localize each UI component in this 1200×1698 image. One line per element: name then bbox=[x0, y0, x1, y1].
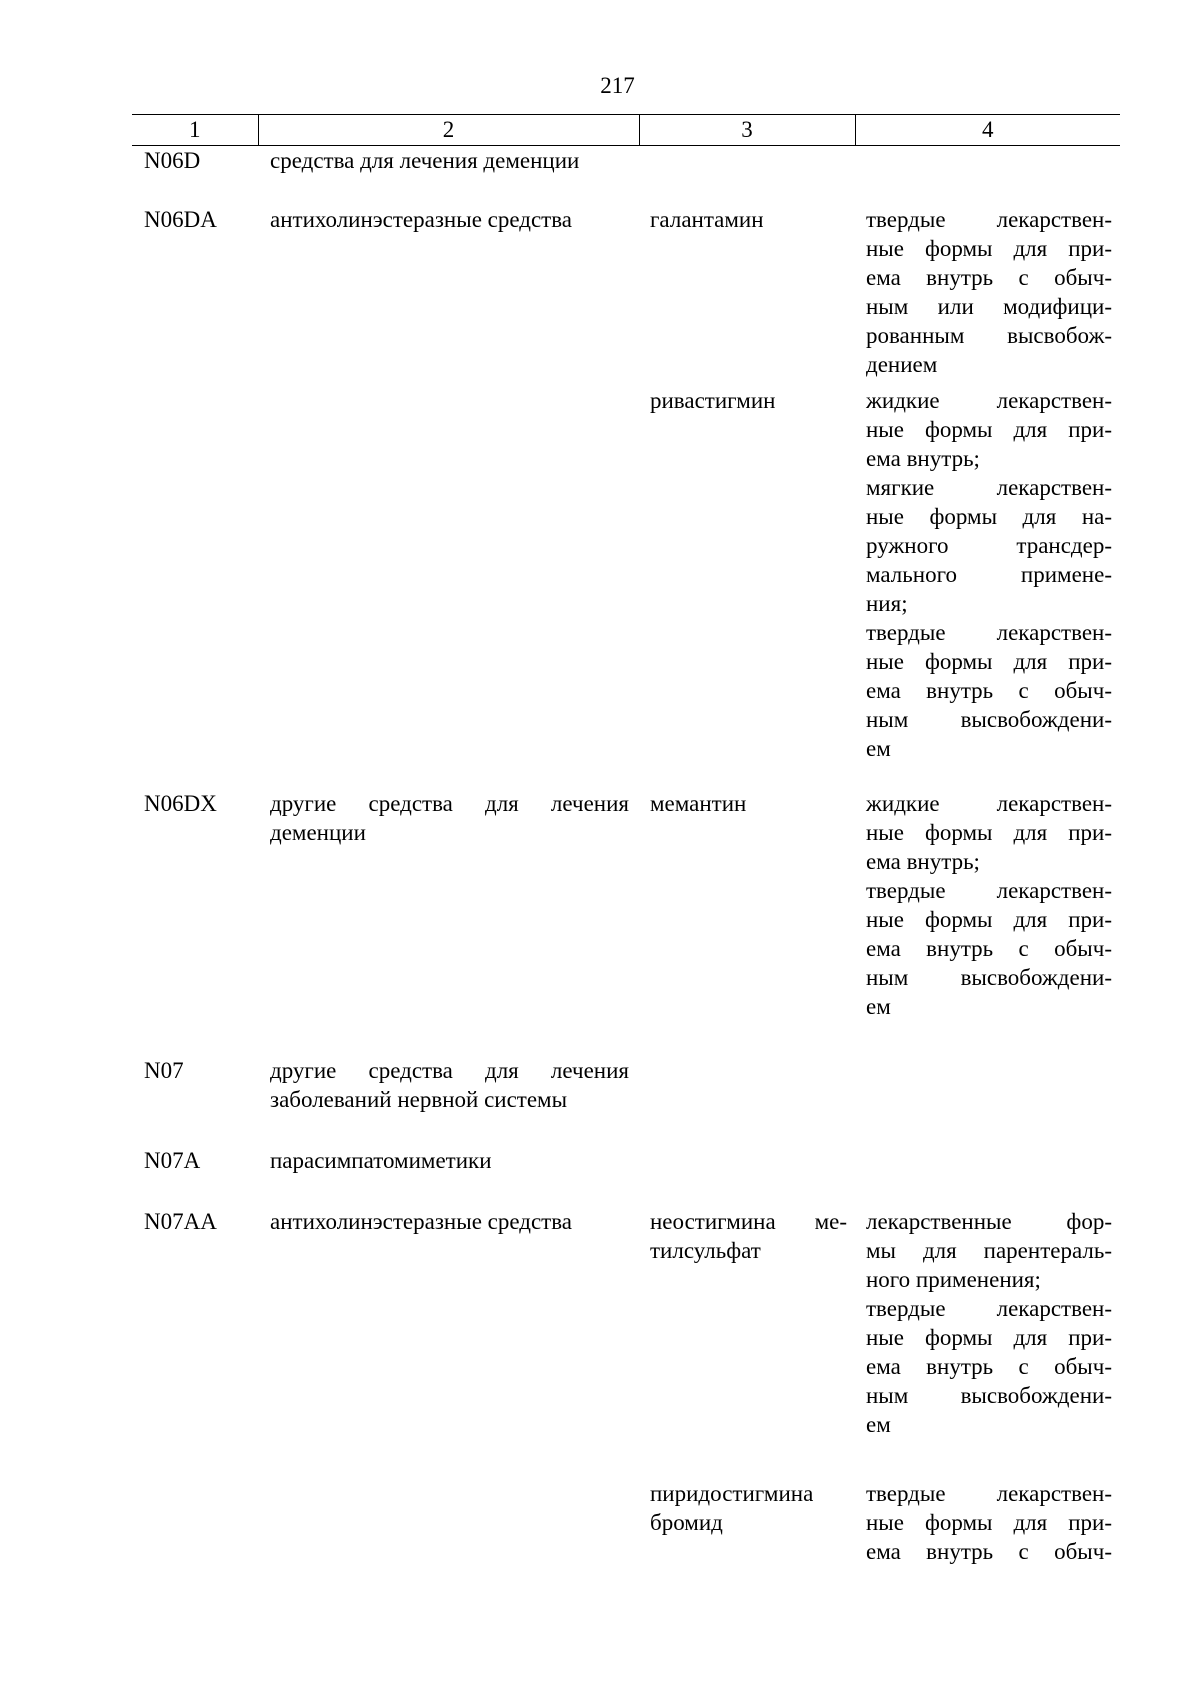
table-row bbox=[132, 1146, 1120, 1207]
dosage-form-line: ные формы для при- bbox=[866, 819, 1112, 845]
dosage-form-line: ема внутрь; bbox=[866, 445, 980, 471]
atc-code: N06D bbox=[144, 148, 201, 173]
dosage-form-line: ным высвобождени- bbox=[866, 706, 1112, 732]
dosage-form-line: ным или модифици- bbox=[866, 293, 1112, 319]
drug-classification-table bbox=[132, 114, 1120, 1566]
dosage-form-line: жидкие лекарствен- bbox=[866, 387, 1112, 413]
column-header-4: 4 bbox=[855, 115, 1120, 146]
drug-name bbox=[639, 1207, 855, 1479]
table-row bbox=[132, 205, 1120, 386]
dosage-forms bbox=[855, 1207, 1120, 1479]
dosage-form-line: мального примене- bbox=[866, 561, 1112, 587]
group-description-line: другие средства для лечения bbox=[270, 1057, 629, 1083]
dosage-form-line: твердые лекарствен- bbox=[866, 206, 1112, 232]
dosage-form-line: ные формы для при- bbox=[866, 235, 1112, 261]
drug-name bbox=[639, 1479, 855, 1566]
dosage-form-line: мягкие лекарствен- bbox=[866, 474, 1112, 500]
atc-code: N07 bbox=[144, 1057, 184, 1083]
dosage-form-line: ема внутрь с обыч- bbox=[866, 1538, 1112, 1564]
drug-name bbox=[639, 146, 855, 205]
dosage-form-line: ные формы для при- bbox=[866, 1324, 1112, 1350]
column-header-2: 2 bbox=[258, 115, 639, 146]
dosage-form-line: ружного трансдер- bbox=[866, 532, 1112, 558]
drug-name: ривастигмин bbox=[650, 387, 776, 413]
dosage-forms bbox=[855, 386, 1120, 789]
dosage-form-line: твердые лекарствен- bbox=[866, 619, 1112, 645]
drug-name bbox=[639, 1146, 855, 1207]
dosage-forms bbox=[855, 146, 1120, 205]
dosage-form-line: ем bbox=[866, 993, 891, 1019]
drug-name-line: тилсульфат bbox=[650, 1237, 761, 1263]
drug-name-line: неостигмина ме- bbox=[650, 1208, 847, 1234]
drug-name: мемантин bbox=[650, 790, 747, 816]
dosage-form-line: ные формы для при- bbox=[866, 906, 1112, 932]
table-row bbox=[132, 386, 1120, 789]
table-row bbox=[132, 1479, 1120, 1566]
dosage-form-line: ема внутрь с обыч- bbox=[866, 1353, 1112, 1379]
table-header-row bbox=[132, 115, 1120, 146]
dosage-form-line: ным высвобождени- bbox=[866, 964, 1112, 990]
group-description: антихолинэстеразные средства bbox=[270, 1208, 572, 1234]
dosage-form-line: ем bbox=[866, 735, 891, 761]
table-row bbox=[132, 789, 1120, 1056]
dosage-form-line: дением bbox=[866, 351, 938, 377]
table-row bbox=[132, 146, 1120, 205]
group-description: парасимпатомиметики bbox=[270, 1147, 492, 1173]
dosage-form-line: мы для парентераль- bbox=[866, 1237, 1112, 1263]
column-header-1: 1 bbox=[132, 115, 258, 146]
dosage-form-line: ема внутрь с обыч- bbox=[866, 677, 1112, 703]
dosage-form-line: лекарственные фор- bbox=[866, 1208, 1112, 1234]
dosage-form-line: ные формы для на- bbox=[866, 503, 1112, 529]
atc-code bbox=[132, 386, 258, 789]
atc-code: N06DA bbox=[144, 206, 217, 232]
dosage-form-line: ема внутрь с обыч- bbox=[866, 935, 1112, 961]
dosage-form-line: ема внутрь; bbox=[866, 848, 980, 874]
group-description-line: другие средства для лечения bbox=[270, 790, 629, 816]
dosage-form-line: ные формы для при- bbox=[866, 1509, 1112, 1535]
page-number: 217 bbox=[600, 73, 635, 98]
dosage-forms bbox=[855, 1146, 1120, 1207]
dosage-form-line: ного применения; bbox=[866, 1266, 1041, 1292]
group-description bbox=[258, 1479, 639, 1566]
dosage-form-line: твердые лекарствен- bbox=[866, 1295, 1112, 1321]
dosage-forms bbox=[855, 1479, 1120, 1566]
table-row bbox=[132, 1056, 1120, 1146]
dosage-form-line: ным высвобождени- bbox=[866, 1382, 1112, 1408]
group-description: средства для лечения деменции bbox=[270, 148, 580, 173]
dosage-forms bbox=[855, 789, 1120, 1056]
dosage-form-line: ные формы для при- bbox=[866, 416, 1112, 442]
atc-code: N07AA bbox=[144, 1208, 217, 1234]
group-description bbox=[258, 789, 639, 1056]
group-description-line: заболеваний нервной системы bbox=[270, 1086, 568, 1112]
dosage-form-line: ния; bbox=[866, 590, 908, 616]
dosage-form-line: жидкие лекарствен- bbox=[866, 790, 1112, 816]
group-description bbox=[258, 1056, 639, 1146]
drug-name: галантамин bbox=[650, 206, 764, 232]
drug-name-line: пиридостигмина bbox=[650, 1480, 814, 1506]
group-description-line: деменции bbox=[270, 819, 366, 845]
dosage-form-line: рованным высвобож- bbox=[866, 322, 1112, 348]
group-description bbox=[258, 386, 639, 789]
drug-name-line: бромид bbox=[650, 1509, 723, 1535]
drug-name bbox=[639, 1056, 855, 1146]
dosage-form-line: ные формы для при- bbox=[866, 648, 1112, 674]
dosage-form-line: ем bbox=[866, 1411, 891, 1437]
dosage-forms bbox=[855, 1056, 1120, 1146]
atc-code bbox=[132, 1479, 258, 1566]
group-description: антихолинэстеразные средства bbox=[270, 206, 572, 232]
dosage-form-line: твердые лекарствен- bbox=[866, 1480, 1112, 1506]
dosage-forms bbox=[855, 205, 1120, 386]
dosage-form-line: ема внутрь с обыч- bbox=[866, 264, 1112, 290]
atc-code: N07A bbox=[144, 1147, 201, 1173]
dosage-form-line: твердые лекарствен- bbox=[866, 877, 1112, 903]
column-header-3: 3 bbox=[639, 115, 855, 146]
atc-code: N06DX bbox=[144, 790, 217, 816]
table-row bbox=[132, 1207, 1120, 1479]
